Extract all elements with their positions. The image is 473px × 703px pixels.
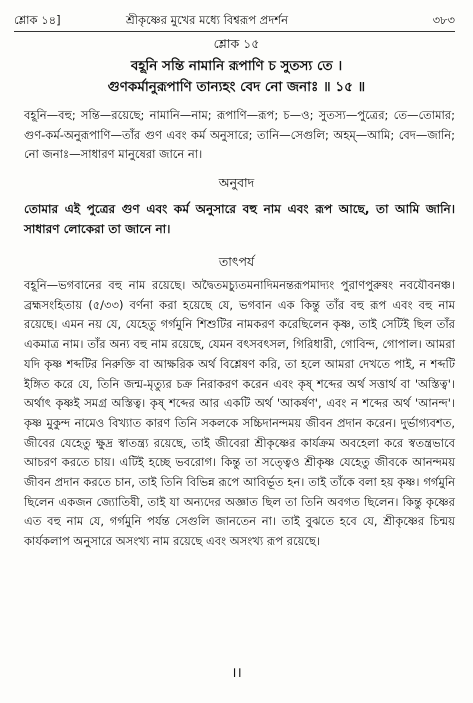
verse-label: শ্লোক ১৫ [213, 36, 260, 51]
verse-line-1: বহূনি সন্তি নামানি রূপাণি চ সুতস্য তে । [130, 58, 343, 74]
synonyms-text: বহূনি—বহু; সন্তি—রয়েছে; নামানি—নাম; রূপাণি—রূপ; চ—ও; সুতস্য—পুত্রের; তে—তোমার; গুণ-কর্ম-অনুরূপাণি—তাঁর গুণ এবং কর্ম অনুসারে; তানি—সেগুলি; অহম্—আমি; বেদ—জানি; নো জনাঃ—সাধারণ মানুষেরা জানে না। [24, 108, 455, 161]
header-chapter-title: শ্রীকৃষ্ণের মুখের মধ্যে বিশ্বরূপ প্রদর্শন [126, 13, 288, 27]
page-number: ৩৮৩ [432, 13, 455, 27]
purport-paragraph [24, 276, 455, 552]
translation-paragraph [24, 199, 455, 239]
purport-heading: তাৎপর্য [218, 254, 255, 269]
purport-text: বহূনি—ভগবানের বহু নাম রয়েছে। অদ্বৈতমচ্যুতমনাদিমনন্তরূপমাদ্যং পুরাণপুরুষং নবযৌবনঞ্চ। ব্রহ্মসংহিতায় (৫/৩৩) বর্ণনা করা হয়েছে যে, ভগবান এক কিন্তু তাঁর বহু রূপ এবং বহু নাম রয়েছে। এমন নয় যে, যেহেতু গর্গমুনি শিশুটির নামকরণ করেছিলেন কৃষ্ণ, তাই সেটিই ছিল তাঁর একমাত্র নাম। তাঁর অন্য বহু নাম রয়েছে, যেমন বৎসবৎসল, গিরিধারী, গোবিন্দ, গোপাল। আমরা যদি কৃষ্ণ শব্দটির নিরুক্তি বা আক্ষরিক অর্থ বিশ্লেষণ করি, তা হলে আমরা দেখতে পাই, ন শব্দটি ইঙ্গিত করে যে, তিনি জন্ম-মৃত্যুর চক্র নিরাকরণ করেন এবং কৃষ্ শব্দের অর্থ সত্তার্থ বা 'অস্তিত্ব'। অর্থাৎ কৃষ্ণই সমগ্র অস্তিত্ব। কৃষ্ শব্দের আর একটি অর্থ 'আকর্ষণ', এবং ন শব্দের অর্থ 'আনন্দ'। কৃষ্ণ মুকুন্দ নামেও বিখ্যাত কারণ তিনি সকলকে সচ্চিদানন্দময় জীবন প্রদান করেন। দুর্ভাগ্যবশত, জীবের যেহেতু ক্ষুদ্র স্বাতন্ত্র্য রয়েছে, তাই জীবেরা শ্রীকৃষ্ণের কার্যক্রম অবহেলা করে স্বতন্ত্রভাবে আচরণ করতে চায়। এটিই হচ্ছে ভবরোগ। কিন্তু তা সত্ত্বেও শ্রীকৃষ্ণ যেহেতু জীবকে আনন্দময় জীবন প্রদান করতে চান, তাই তিনি বিভিন্ন রূপে আবির্ভূত হন। তাই তাঁকে বলা হয় কৃষ্ণ। গর্গমুনি ছিলেন একজন জ্যোতিষী, তাই যা অন্যদের অজ্ঞাত ছিল তা তিনি অবগত ছিলেন। কিন্তু কৃষ্ণের এত বহু নাম যে, গর্গমুনি পর্যন্ত সেগুলি জানতেন না। তাই বুঝতে হবে যে, শ্রীকৃষ্ণের চিন্ময় কার্যকলাপ অনুসারে অসংখ্য নাম রয়েছে এবং অসংখ্য রূপ রয়েছে। [24, 278, 455, 549]
header-verse-ref: শ্লোক ১৪] [14, 13, 61, 27]
running-header [14, 12, 455, 28]
translation-text: তোমার এই পুত্রের গুণ এবং কর্ম অনুসারে বহু নাম এবং রূপ আছে, তা আমি জানি। সাধারণ লোকেরা তা জানে না। [24, 202, 455, 236]
header-divider [14, 31, 455, 32]
verse-line-2: গুণকর্মানুরূপাণি তান্যহং বেদ নো জনাঃ ॥ ১৫ ॥ [107, 79, 366, 95]
section-end-mark: ।। [231, 665, 242, 681]
translation-heading: অনুবাদ [218, 175, 255, 190]
synonyms-paragraph [24, 106, 455, 165]
